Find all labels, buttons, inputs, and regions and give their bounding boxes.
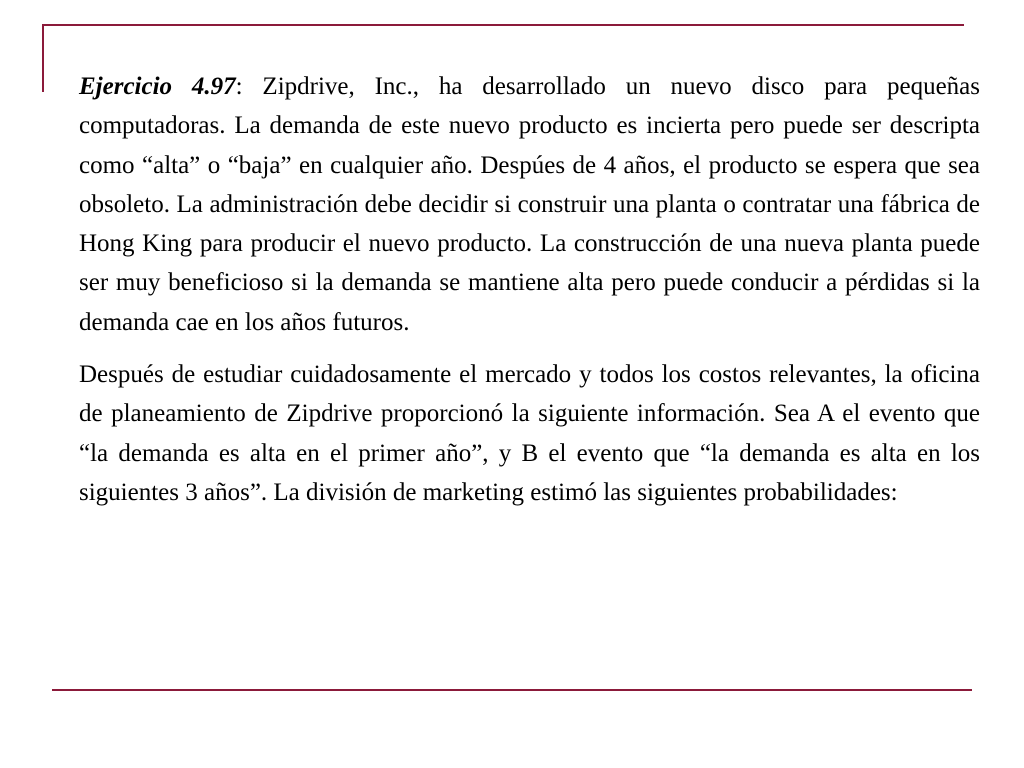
frame-left-rule — [42, 24, 44, 92]
exercise-title-separator: : — [235, 73, 243, 100]
paragraph-2: Después de estudiar cuidadosamente el mercado y todos los costos relevantes, la oficina de planeamiento de Zipdrive proporcionó la siguiente información. Sea A el evento que “la demanda es alta en el primer año”, y B el evento que “la demanda es alta en los siguientes 3 años”. La división de marketing estimó las siguientes probabilidades: — [79, 361, 980, 506]
frame-top-rule — [42, 24, 964, 26]
slide-body — [79, 67, 980, 512]
frame-bottom-rule — [52, 689, 972, 691]
paragraph-1-text: Zipdrive, Inc., ha desarrollado un nuevo disco para pequeñas computadoras. La demanda de este nuevo producto es incierta pero puede ser descripta como “alta” o “baja” en cualquier año. Despúes de 4 años, el producto se espera que sea obsoleto. La administración debe decidir si construir una planta o contratar una fábrica de Hong King para producir el nuevo producto. La construcción de una nueva planta puede ser muy beneficioso si la demanda se mantiene alta pero puede conducir a pérdidas si la demanda cae en los años futuros. — [79, 73, 980, 336]
paragraph-1 — [79, 67, 980, 342]
exercise-title: Ejercicio 4.97 — [79, 73, 236, 100]
